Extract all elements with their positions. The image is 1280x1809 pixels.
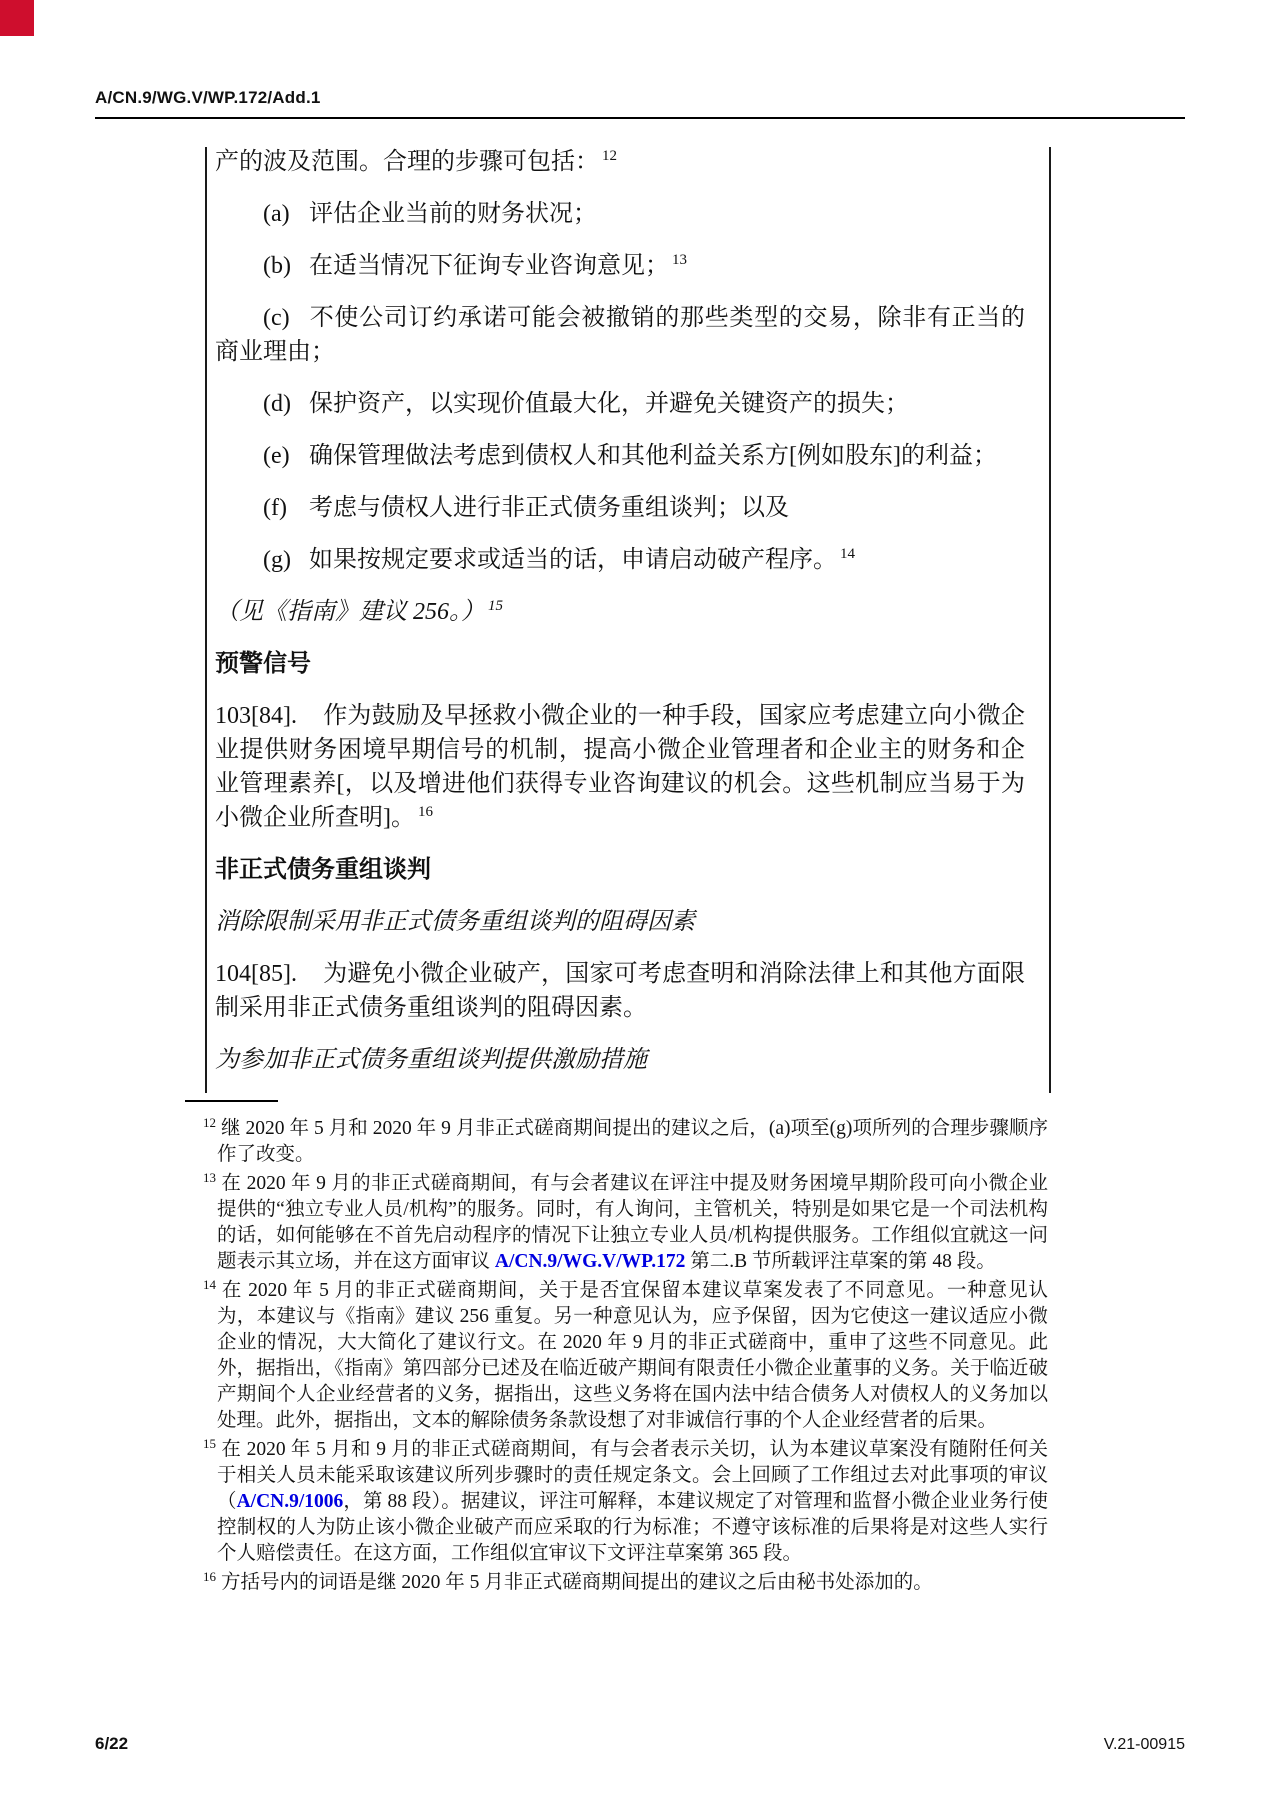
- red-corner-marker: [0, 0, 34, 36]
- document-symbol: A/CN.9/WG.V/WP.172/Add.1: [95, 88, 321, 107]
- list-label-d: (d): [263, 391, 291, 417]
- paragraph-103-text: 作为鼓励及早拯救小微企业的一种手段，国家应考虑建立向小微企业提供财务困境早期信号的机制，提高小微企业管理者和企业主的财务和企业管理素养[，以及增进他们获得专业咨询建议的机会。这些机制应当易于为小微企业所查明]。: [215, 703, 1025, 831]
- footnote-12-text: 继 2020 年 5 月和 2020 年 9 月非正式磋商期间提出的建议之后，(a)项至(g)项所列的合理步骤顺序作了改变。: [217, 1118, 1048, 1165]
- list-text-b: 在适当情况下征询专业咨询意见；: [309, 253, 669, 279]
- footnote-15-text-after: ，第 88 段）。据建议，评注可解释，本建议规定了对管理和监督小微企业业务行使控制权的人为防止该小微企业破产而应采取的行为标准；不遵守该标准的后果将是对这些人实行个人赔偿责任。在这方面，工作组似宜审议下文评注草案第 365 段。: [217, 1491, 1048, 1564]
- guide-recommendation-reference: [215, 595, 1025, 629]
- paragraph-103-number: 103[84].: [215, 703, 297, 729]
- list-item-e: [215, 439, 1025, 473]
- footnote-ref-12: 12: [602, 148, 617, 164]
- list-text-f: 考虑与债权人进行非正式债务重组谈判；以及: [309, 495, 789, 521]
- list-text-d: 保护资产，以实现价值最大化，并避免关键资产的损失；: [309, 391, 909, 417]
- footnote-13-number: 13: [203, 1169, 216, 1185]
- footnote-14: [203, 1278, 1048, 1434]
- footnote-ref-15: 15: [488, 598, 503, 614]
- list-item-g: [215, 543, 1025, 577]
- list-text-e: 确保管理做法考虑到债权人和其他利益关系方[例如股东]的利益；: [309, 443, 997, 469]
- list-label-b: (b): [263, 253, 291, 279]
- footnote-13-text-before: 在 2020 年 9 月的非正式磋商期间，有与会者建议在评注中提及财务困境早期阶段可向小微企业提供的“独立专业人员/机构”的服务。同时，有人询问，主管机关，特别是如果它是一个司法机构的话，如何能够在不首先启动程序的情况下让独立专业人员/机构提供服务。工作组似宜就这一问题表示其立场，并在这方面审议: [217, 1173, 1048, 1272]
- page-footer: [95, 1734, 1185, 1754]
- list-item-b: [215, 249, 1025, 283]
- footnote-ref-16: 16: [418, 804, 433, 820]
- footnote-13-text-after: 第二.B 节所载评注草案的第 48 段。: [685, 1251, 996, 1272]
- footnote-15-text-before: 在 2020 年 5 月和 9 月的非正式磋商期间，有与会者表示关切，认为本建议草案没有随附任何关于相关人员未能采取该建议所列步骤时的责任规定条文。会上回顾了工作组过去对此事项的审议（: [217, 1439, 1048, 1512]
- footnote-14-number: 14: [203, 1276, 216, 1292]
- change-bar-left: [205, 147, 207, 1093]
- paragraph-104-text: 为避免小微企业破产，国家可考虑查明和消除法律上和其他方面限制采用非正式债务重组谈判的阻碍因素。: [215, 961, 1025, 1021]
- footnote-separator: [185, 1100, 278, 1102]
- footnote-16-text: 方括号内的词语是继 2020 年 5 月非正式磋商期间提出的建议之后由秘书处添加的。: [221, 1572, 933, 1593]
- list-label-e: (e): [263, 443, 290, 469]
- heading-warning-signs: 预警信号: [215, 650, 311, 677]
- page-number: 6/22: [95, 1734, 129, 1753]
- paragraph-104-number: 104[85].: [215, 961, 297, 987]
- footnote-area: [203, 1100, 1048, 1599]
- link-wp172[interactable]: A/CN.9/WG.V/WP.172: [494, 1251, 686, 1272]
- footnote-12-number: 12: [203, 1114, 216, 1130]
- document-symbol-header: [95, 88, 1185, 119]
- footnote-16-number: 16: [203, 1568, 216, 1584]
- list-text-a: 评估企业当前的财务状况；: [309, 201, 597, 227]
- footnote-14-text: 在 2020 年 5 月的非正式磋商期间，关于是否宜保留本建议草案发表了不同意见。一种意见认为，本建议与《指南》建议 256 重复。另一种意见认为，应予保留，因为它使这一建议适应小微企业的情况，大大简化了建议行文。在 2020 年 9 月的非正式磋商中，重申了这些不同意见。此外，据指出，《指南》第四部分已述及在临近破产期间有限责任小微企业董事的义务。关于临近破产期间个人企业经营者的义务，据指出，这些义务将在国内法中结合债务人对债权人的义务加以处理。此外，据指出，文本的解除债务条款设想了对非诚信行事的个人企业经营者的后果。: [217, 1280, 1048, 1431]
- list-text-g: 如果按规定要求或适当的话，申请启动破产程序。: [309, 547, 837, 573]
- intro-text: 产的波及范围。合理的步骤可包括：: [215, 149, 599, 175]
- footnote-15-number: 15: [203, 1435, 216, 1451]
- footnote-ref-13: 13: [672, 252, 687, 268]
- subheading-obstacles: 消除限制采用非正式债务重组谈判的阻碍因素: [215, 909, 695, 935]
- list-item-d: [215, 387, 1025, 421]
- paragraph-104: [215, 957, 1025, 1025]
- footnote-12: [203, 1116, 1048, 1168]
- heading-informal-negotiations: 非正式债务重组谈判: [215, 856, 431, 883]
- list-label-f: (f): [263, 495, 287, 521]
- paragraph-103: [215, 699, 1025, 835]
- footnote-ref-14: 14: [840, 546, 855, 562]
- subheading-incentives: 为参加非正式债务重组谈判提供激励措施: [215, 1047, 647, 1073]
- main-text-column: [215, 145, 1025, 1095]
- list-label-c: (c): [263, 305, 290, 331]
- list-item-c: [215, 301, 1025, 369]
- document-job-number: V.21-00915: [1103, 1736, 1185, 1753]
- list-text-c: 不使公司订约承诺可能会被撤销的那些类型的交易，除非有正当的商业理由；: [215, 305, 1025, 365]
- list-item-f: [215, 491, 1025, 525]
- footnote-15: [203, 1437, 1048, 1567]
- link-acn9-1006[interactable]: A/CN.9/1006: [236, 1491, 344, 1512]
- guide-ref-text: （见《指南》建议 256。）: [215, 599, 485, 625]
- intro-paragraph: [215, 145, 1025, 179]
- footnote-16: [203, 1570, 1048, 1596]
- list-label-g: (g): [263, 547, 291, 573]
- list-item-a: [215, 197, 1025, 231]
- list-label-a: (a): [263, 201, 290, 227]
- footnote-13: [203, 1171, 1048, 1275]
- change-bar-right: [1049, 147, 1051, 1093]
